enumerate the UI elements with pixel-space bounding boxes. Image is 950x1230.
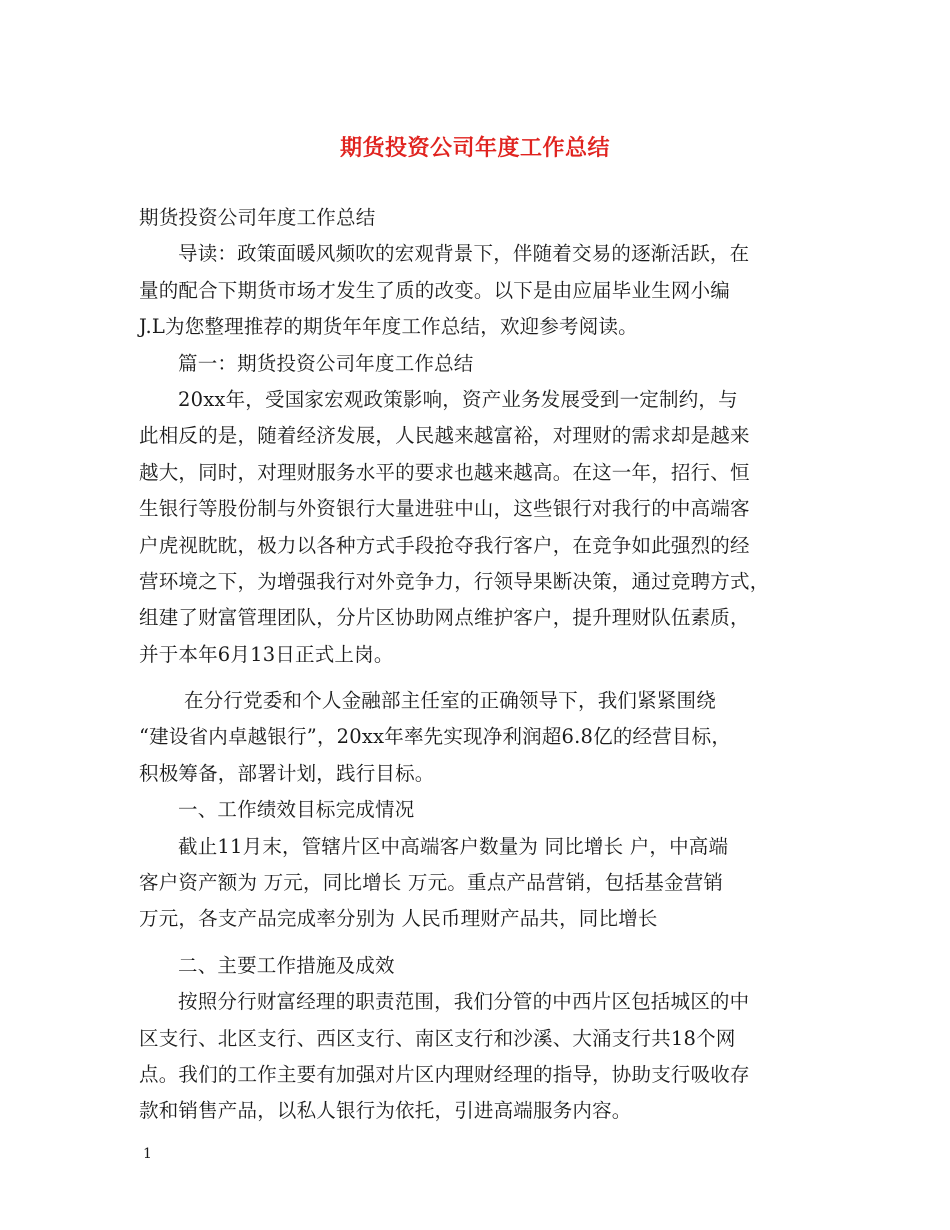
page-number: 1 (143, 1146, 152, 1162)
intro-paragraph-line: J.L为您整理推荐的期货年年度工作总结，欢迎参考阅读。 (139, 315, 638, 339)
paragraph-line: 户虎视眈眈，极力以各种方式手段抢夺我行客户，在竞争如此强烈的经 (139, 533, 750, 557)
paragraph-line: 生银行等股份制与外资银行大量进驻中山，这些银行对我行的中高端客 (139, 497, 750, 521)
paragraph-line: 并于本年6月13日正式上岗。 (139, 642, 394, 666)
document-subtitle: 期货投资公司年度工作总结 (139, 206, 376, 229)
paragraph-line: 越大，同时，对理财服务水平的要求也越来越高。在这一年，招行、恒 (139, 460, 750, 484)
paragraph-line: 万元，各支产品完成率分别为 人民币理财产品共，同比增长 (139, 907, 658, 931)
paragraph-line: 点。我们的工作主要有加强对片区内理财经理的指导，协助支行吸收存 (139, 1062, 750, 1086)
paragraph-line: 营环境之下，为增强我行对外竞争力，行领导果断决策，通过竞聘方式， (139, 569, 770, 593)
paragraph-line: 20xx年，受国家宏观政策影响，资产业务发展受到一定制约，与 (178, 387, 738, 411)
section-heading: 篇一：期货投资公司年度工作总结 (178, 351, 474, 375)
paragraph-line: 此相反的是，随着经济发展，人民越来越富裕，对理财的需求却是越来 (139, 424, 750, 448)
paragraph-line: 积极筹备，部署计划，践行目标。 (139, 761, 435, 785)
intro-paragraph-line: 量的配合下期货市场才发生了质的改变。以下是由应届毕业生网小编 (139, 278, 731, 302)
paragraph-line: 在分行党委和个人金融部主任室的正确领导下，我们紧紧围绕 (184, 689, 716, 713)
paragraph-line: 区支行、北区支行、西区支行、南区支行和沙溪、大涌支行共18个网 (139, 1026, 736, 1050)
section-heading: 一、工作绩效目标完成情况 (178, 798, 415, 822)
paragraph-line: 组建了财富管理团队，分片区协助网点维护客户，提升理财队伍素质， (139, 606, 750, 630)
document-body (139, 200, 819, 1130)
paragraph-line: 款和销售产品，以私人银行为依托，引进高端服务内容。 (139, 1099, 632, 1123)
section-heading: 二、主要工作措施及成效 (178, 953, 395, 977)
paragraph-line: 截止11月末，管辖片区中高端客户数量为 同比增长 户，中高端 (178, 834, 729, 858)
paragraph-line: “建设省内卓越银行”，20xx年率先实现净利润超6.8亿的经营目标， (139, 725, 732, 749)
paragraph-line: 按照分行财富经理的职责范围，我们分管的中西片区包括城区的中 (178, 990, 750, 1014)
intro-paragraph-line: 导读：政策面暖风频吹的宏观背景下，伴随着交易的逐渐活跃，在 (178, 242, 750, 266)
paragraph-line: 客户资产额为 万元，同比增长 万元。重点产品营销，包括基金营销 (139, 871, 724, 895)
page-title: 期货投资公司年度工作总结 (339, 135, 610, 161)
